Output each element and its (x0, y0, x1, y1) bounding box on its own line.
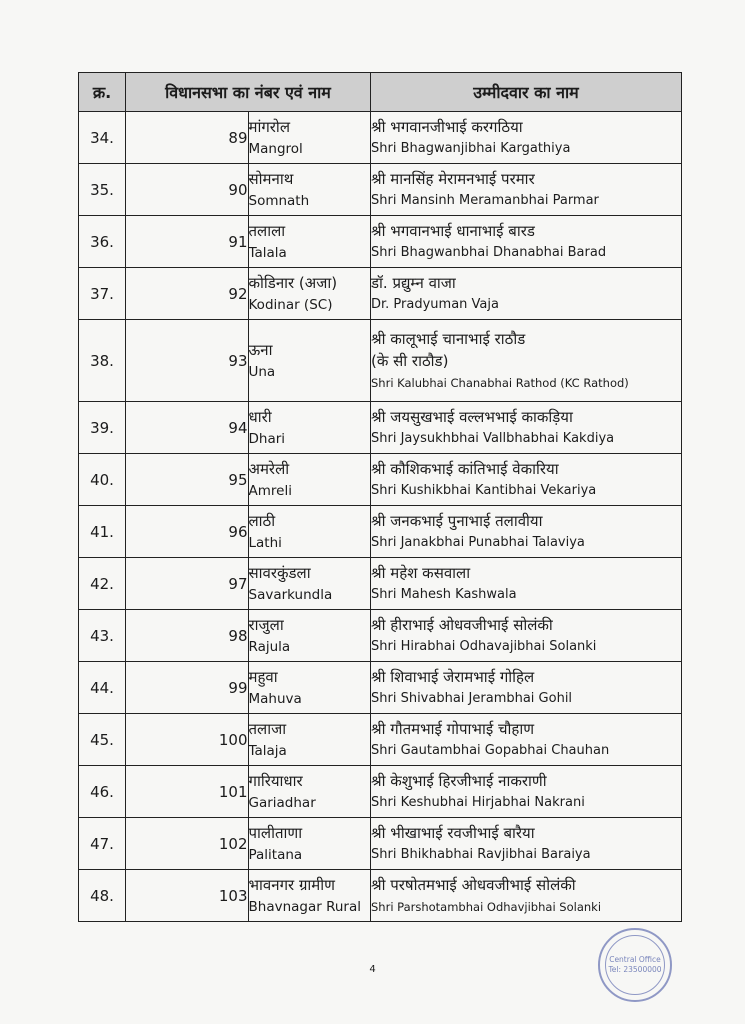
constituency-name-cell (248, 558, 371, 610)
serial-number-cell: 35. (79, 164, 126, 216)
constituency-name-cell (248, 610, 371, 662)
candidate-name-cell (371, 818, 682, 870)
serial-number-cell: 40. (79, 454, 126, 506)
constituency-name-english: Talala (248, 244, 287, 261)
stamp-line-1: Central Office (609, 955, 661, 964)
candidate-name-cell (371, 268, 682, 320)
constituency-number-cell: 93 (126, 320, 249, 402)
constituency-name-hindi: सोमनाथ (248, 169, 294, 188)
header-serial-number: क्र. (79, 73, 126, 112)
constituency-name-hindi: धारी (248, 407, 272, 426)
constituency-name-english: Mahuva (248, 690, 302, 707)
candidate-name-english: Shri Kushikbhai Kantibhai Vekariya (371, 482, 597, 498)
candidate-name-hindi: श्री कालूभाई चानाभाई राठौड (371, 329, 526, 348)
header-constituency: विधानसभा का नंबर एवं नाम (126, 73, 371, 112)
constituency-name-hindi: गारियाधार (248, 771, 303, 790)
constituency-name-hindi: तलाजा (248, 719, 287, 738)
constituency-name-english: Palitana (248, 846, 303, 863)
constituency-name-hindi: मांगरोल (248, 117, 290, 136)
constituency-name-hindi: महुवा (248, 667, 278, 686)
constituency-number-cell: 99 (126, 662, 249, 714)
constituency-name-hindi: लाठी (248, 511, 276, 530)
constituency-name-cell (248, 320, 371, 402)
table-row (79, 558, 682, 610)
table-row (79, 112, 682, 164)
candidate-name-cell (371, 870, 682, 922)
constituency-name-english: Rajula (248, 638, 291, 655)
constituency-name-cell (248, 870, 371, 922)
serial-number-cell: 38. (79, 320, 126, 402)
constituency-number-cell: 94 (126, 402, 249, 454)
table-row (79, 402, 682, 454)
serial-number-cell: 37. (79, 268, 126, 320)
serial-number-cell: 34. (79, 112, 126, 164)
constituency-number-cell: 100 (126, 714, 249, 766)
constituency-name-english: Talaja (248, 742, 287, 759)
constituency-name-cell (248, 506, 371, 558)
constituency-name-cell (248, 818, 371, 870)
candidate-name-hindi: डॉ. प्रद्युम्न वाजा (371, 273, 456, 292)
constituency-number-cell: 89 (126, 112, 249, 164)
table-row (79, 870, 682, 922)
constituency-number-cell: 101 (126, 766, 249, 818)
candidate-name-cell (371, 164, 682, 216)
constituency-name-hindi: राजुला (248, 615, 284, 634)
constituency-name-cell (248, 714, 371, 766)
serial-number-cell: 47. (79, 818, 126, 870)
constituency-name-cell (248, 216, 371, 268)
constituency-name-english: Kodinar (SC) (248, 296, 333, 313)
candidate-name-cell (371, 454, 682, 506)
serial-number-cell: 44. (79, 662, 126, 714)
candidate-name-cell (371, 506, 682, 558)
serial-number-cell: 36. (79, 216, 126, 268)
candidate-name-english: Shri Bhikhabhai Ravjibhai Baraiya (371, 846, 591, 862)
candidate-name-hindi: श्री कौशिकभाई कांतिभाई वेकारिया (371, 459, 559, 478)
candidate-name-cell (371, 558, 682, 610)
candidate-name-english: Shri Keshubhai Hirjabhai Nakrani (371, 794, 585, 810)
candidate-name-hindi: श्री जनकभाई पुनाभाई तलावीया (371, 511, 543, 530)
serial-number-cell: 46. (79, 766, 126, 818)
candidate-name-cell (371, 402, 682, 454)
constituency-name-english: Una (248, 363, 276, 380)
candidate-name-hindi: श्री मानसिंह मेरामनभाई परमार (371, 169, 535, 188)
constituency-number-cell: 91 (126, 216, 249, 268)
candidate-name-english: Shri Bhagwanbhai Dhanabhai Barad (371, 244, 607, 260)
constituency-name-english: Gariadhar (248, 794, 316, 811)
candidate-name-hindi: श्री भीखाभाई रवजीभाई बारैया (371, 823, 535, 842)
serial-number-cell: 39. (79, 402, 126, 454)
candidate-name-english: Dr. Pradyuman Vaja (371, 296, 499, 312)
table-row (79, 714, 682, 766)
header-candidate: उम्मीदवार का नाम (371, 73, 682, 112)
constituency-name-cell (248, 454, 371, 506)
constituency-name-hindi: अमरेली (248, 459, 290, 478)
constituency-name-cell (248, 402, 371, 454)
table-row (79, 164, 682, 216)
candidate-name-hindi: श्री भगवानजीभाई करगठिया (371, 117, 523, 136)
constituency-number-cell: 92 (126, 268, 249, 320)
constituency-number-cell: 95 (126, 454, 249, 506)
constituency-name-cell (248, 268, 371, 320)
candidate-table (78, 72, 682, 922)
serial-number-cell: 48. (79, 870, 126, 922)
constituency-name-hindi: भावनगर ग्रामीण (248, 875, 335, 894)
constituency-name-hindi: ऊना (248, 340, 273, 359)
candidate-name-english: Shri Bhagwanjibhai Kargathiya (371, 140, 571, 156)
candidate-name-english: Shri Gautambhai Gopabhai Chauhan (371, 742, 610, 758)
candidate-name-cell (371, 216, 682, 268)
candidate-name-cell (371, 320, 682, 402)
constituency-number-cell: 90 (126, 164, 249, 216)
constituency-name-cell (248, 766, 371, 818)
candidate-name-cell (371, 662, 682, 714)
constituency-name-cell (248, 662, 371, 714)
serial-number-cell: 41. (79, 506, 126, 558)
constituency-name-cell (248, 164, 371, 216)
table-row (79, 268, 682, 320)
candidate-alias-hindi: (के सी राठौड) (371, 351, 449, 370)
table-row (79, 766, 682, 818)
constituency-name-hindi: तलाला (248, 221, 286, 240)
table-row (79, 610, 682, 662)
candidate-name-hindi: श्री केशुभाई हिरजीभाई नाकराणी (371, 771, 547, 790)
candidate-name-cell (371, 766, 682, 818)
constituency-name-english: Amreli (248, 482, 292, 499)
constituency-number-cell: 98 (126, 610, 249, 662)
table-row (79, 818, 682, 870)
candidate-name-cell (371, 714, 682, 766)
candidate-name-hindi: श्री जयसुखभाई वल्लभभाई काकड़िया (371, 407, 573, 426)
constituency-number-cell: 102 (126, 818, 249, 870)
constituency-name-english: Bhavnagar Rural (248, 898, 361, 915)
candidate-name-english: Shri Shivabhai Jerambhai Gohil (371, 690, 573, 706)
serial-number-cell: 43. (79, 610, 126, 662)
table-row (79, 662, 682, 714)
candidate-name-hindi: श्री शिवाभाई जेरामभाई गोहिल (371, 667, 535, 686)
candidate-name-hindi: श्री भगवानभाई धानाभाई बारड (371, 221, 535, 240)
table-header-row (79, 73, 682, 112)
constituency-name-english: Lathi (248, 534, 282, 551)
constituency-number-cell: 103 (126, 870, 249, 922)
constituency-name-english: Dhari (248, 430, 286, 447)
candidate-name-english: Shri Parshotambhai Odhavjibhai Solanki (371, 899, 602, 914)
page-number: 4 (369, 964, 376, 975)
candidate-name-english: Shri Mahesh Kashwala (371, 586, 517, 602)
candidate-name-cell (371, 112, 682, 164)
constituency-name-hindi: सावरकुंडला (248, 563, 311, 582)
table-row (79, 506, 682, 558)
candidate-name-hindi: श्री गौतमभाई गोपाभाई चौहाण (371, 719, 535, 738)
candidate-name-english: Shri Janakbhai Punabhai Talaviya (371, 534, 585, 550)
constituency-number-cell: 96 (126, 506, 249, 558)
constituency-name-english: Mangrol (248, 140, 303, 157)
constituency-name-hindi: कोडिनार (अजा) (248, 273, 338, 292)
serial-number-cell: 45. (79, 714, 126, 766)
constituency-number-cell: 97 (126, 558, 249, 610)
constituency-name-english: Savarkundla (248, 586, 333, 603)
serial-number-cell: 42. (79, 558, 126, 610)
constituency-name-hindi: पालीताणा (248, 823, 303, 842)
table-row (79, 216, 682, 268)
table-row (79, 454, 682, 506)
stamp-line-2: Tel: 23500000 (608, 965, 662, 974)
candidate-name-english: Shri Hirabhai Odhavajibhai Solanki (371, 638, 597, 654)
candidate-name-english: Shri Kalubhai Chanabhai Rathod (KC Rathod) (371, 375, 629, 390)
candidate-name-hindi: श्री हीराभाई ओधवजीभाई सोलंकी (371, 615, 553, 634)
candidate-name-english: Shri Jaysukhbhai Vallbhabhai Kakdiya (371, 430, 615, 446)
constituency-name-english: Somnath (248, 192, 310, 209)
candidate-name-english: Shri Mansinh Meramanbhai Parmar (371, 192, 599, 208)
constituency-name-cell (248, 112, 371, 164)
table-body (79, 112, 682, 922)
table-row (79, 320, 682, 402)
candidate-name-hindi: श्री परषोतमभाई ओधवजीभाई सोलंकी (371, 875, 576, 894)
candidate-name-cell (371, 610, 682, 662)
candidate-name-hindi: श्री महेश कसवाला (371, 563, 471, 582)
office-stamp (598, 928, 672, 1002)
